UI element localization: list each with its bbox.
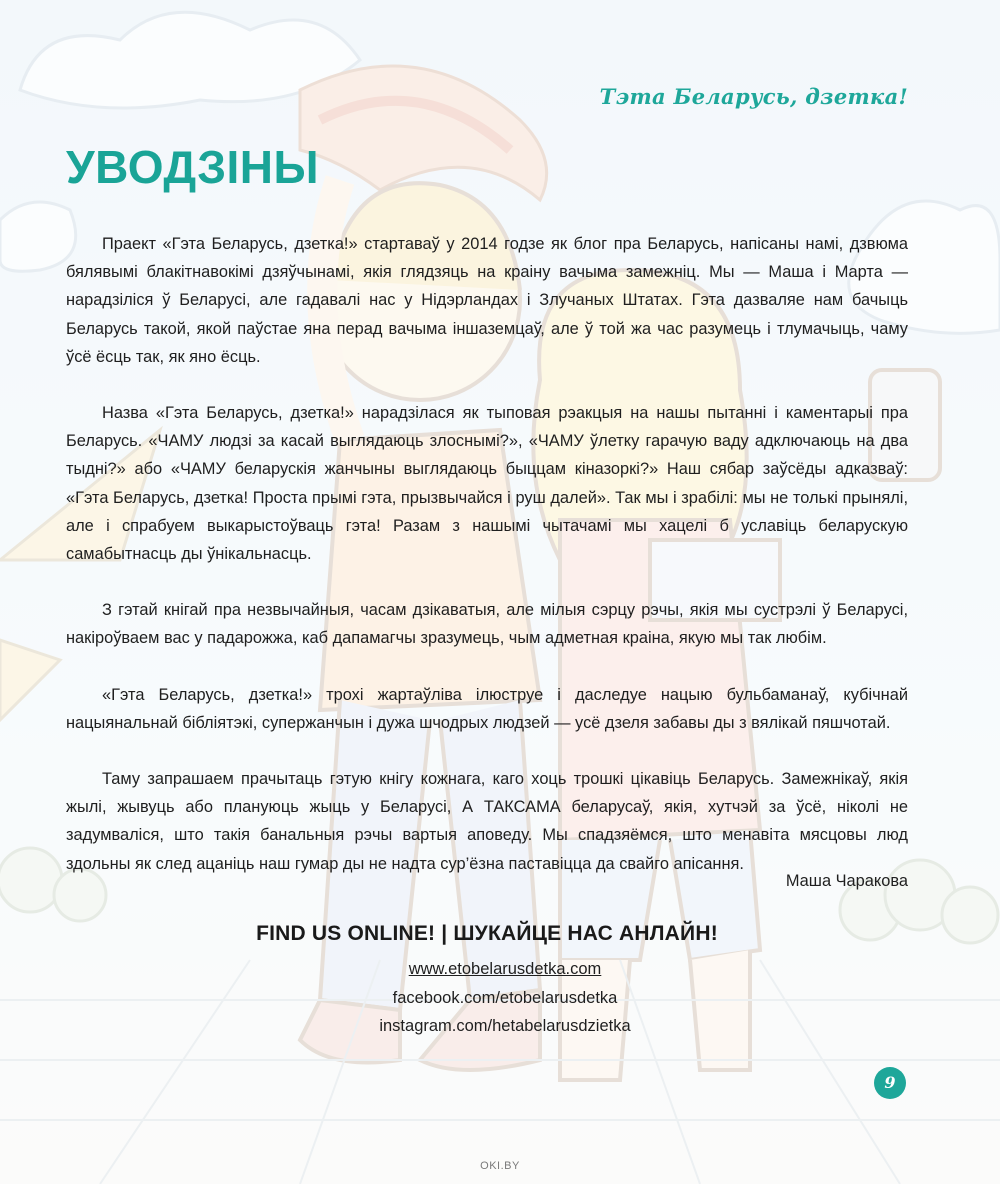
- facebook-link[interactable]: facebook.com/etobelarusdetka: [392, 988, 618, 1007]
- watermark: OKI.BY: [480, 1160, 520, 1172]
- page-title: УВОДЗІНЫ: [66, 141, 320, 193]
- paragraph-5: Таму запрашаем прачытаць гэтую кнігу кожнага, каго хоць трошкі цікавіць Беларусь. Замежнікаў, якія жылі, жывуць або плануюць жыць у Беларусі, А ТАКСАМА беларусаў, якія, хутчэй за ўсё, ніколі не задумваліся, што такія банальныя рэчы вартыя аповеду. Мы спадзяёмся, што менавіта мясцовы люд здольны як след ацаніць наш гумар ды не надта сур’ёзна паставіцца да свайго апісання.: [66, 770, 908, 873]
- social-links: [0, 955, 1000, 1041]
- book-title-header: Тэта Беларусь, дзетка!: [599, 84, 908, 109]
- author-signature: Маша Чаракова: [785, 872, 908, 890]
- paragraph-4: «Гэта Беларусь, дзетка!» трохі жартаўліва ілюструе і даследуе нацыю бульбаманаў, кубічнай нацыянальнай бібліятэкі, супержанчын і дужа шчодрых людзей — усё дзеля забавы ды з вялікай пяшчотай.: [66, 685, 908, 732]
- instagram-link[interactable]: instagram.com/hetabelarusdzietka: [379, 1017, 631, 1035]
- website-link[interactable]: www.etobelarusdetka.com: [408, 960, 602, 978]
- find-us-heading: FIND US ONLINE! | ШУКАЙЦЕ НАС АНЛАЙН!: [256, 922, 718, 945]
- body-text: [66, 230, 908, 878]
- paragraph-3: З гэтай кнігай пра незвычайныя, часам дзікаватыя, але мілыя сэрцу рэчы, якія мы сустрэлі ў Беларусі, накіроўваем вас у падарожжа, каб дапамагчы зразумець, чым адметная краіна, якую мы так любім.: [66, 601, 908, 648]
- paragraph-1: Праект «Гэта Беларусь, дзетка!» стартаваў у 2014 годзе як блог пра Беларусь, напісаны намі, дзвюма бялявымі блакітнавокімі дзяўчынамі, якія глядзяць на краіну вачыма замежніц. Мы — Маша і Марта — нарадзіліся ў Беларусі, але гадавалі нас у Нідэрландах і Злучаных Штатах. Гэта дазваляе нам бачыць Беларусь такой, якой паўстае яна перад вачыма іншаземцаў, але ў той жа час разумець і тлумачыць, чаму ўсё ёсць так, як яно ёсць.: [66, 235, 908, 366]
- paragraph-2: Назва «Гэта Беларусь, дзетка!» нарадзілася як тыповая рэакцыя на нашы пытанні і каментарыі пра Беларусь. «ЧАМУ людзі за касай выглядаюць злоснымі?», «ЧАМУ ўлетку гарачую ваду адключаюць на два тыдні?» або «ЧАМУ беларускія жанчыны выглядаюць быццам кіназоркі?» Наш сябар заўсёды адказваў: «Гэта Беларусь, дзетка! Проста прымі гэта, прызвычайся і руш далей». Так мы і зрабілі: мы не толькі прынялі, але і спрабуем выкарыстоўваць гэта! Разам з нашымі чытачамі мы хацелі б уславіць беларускую самабытнасць ды ўнікальнасць.: [66, 404, 908, 564]
- page-number: 9: [874, 1067, 906, 1099]
